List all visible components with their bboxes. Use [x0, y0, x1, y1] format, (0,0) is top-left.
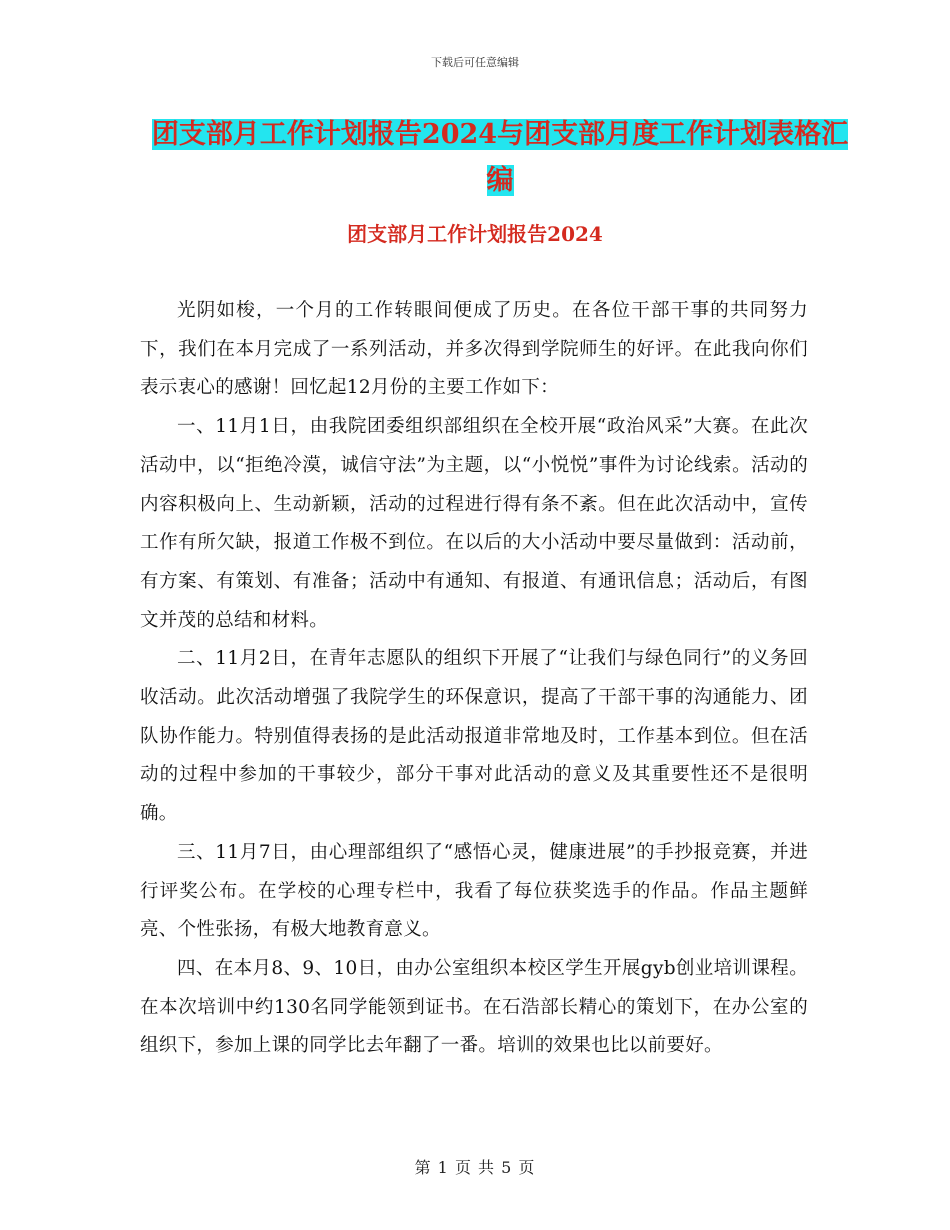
paragraph-intro: 光阴如梭，一个月的工作转眼间便成了历史。在各位干部干事的共同努力下，我们在本月完成了一系列活动，并多次得到学院师生的好评。在此我向你们表示衷心的感谢！回忆起12月份的主要工作如下：	[140, 300, 808, 399]
paragraph-item-2: 二、11月2日，在青年志愿队的组织下开展了“让我们与绿色同行”的义务回收活动。此次活动增强了我院学生的环保意识，提高了干部干事的沟通能力、团队协作能力。特别值得表扬的是此活动报道非常地及时，工作基本到位。但在活动的过程中参加的干事较少，部分干事对此活动的意义及其重要性还不是很明确。	[140, 648, 808, 825]
document-body	[140, 292, 808, 1066]
paragraph-item-1: 一、11月1日，由我院团委组织部组织在全校开展“政治风采”大赛。在此次活动中，以“拒绝冷漠，诚信守法”为主题，以“小悦悦”事件为讨论线索。活动的内容积极向上、生动新颖，活动的过程进行得有条不紊。但在此次活动中，宣传工作有所欠缺，报道工作极不到位。在以后的大小活动中要尽量做到：活动前，有方案、有策划、有准备；活动中有通知、有报道、有通讯信息；活动后，有图文并茂的总结和材料。	[140, 416, 808, 631]
header-note: 下载后可任意编辑	[431, 56, 519, 69]
document-title	[140, 112, 860, 204]
document-title-text: 团支部月工作计划报告2024与团支部月度工作计划表格汇编	[151, 119, 849, 196]
paragraph-item-4: 四、在本月8、9、10日，由办公室组织本校区学生开展gyb创业培训课程。在本次培训中约130名同学能领到证书。在石浩部长精心的策划下，在办公室的组织下，参加上课的同学比去年翻了一番。培训的效果也比以前要好。	[140, 957, 808, 1057]
paragraph-item-3: 三、11月7日，由心理部组织了“感悟心灵，健康进展”的手抄报竞赛，并进行评奖公布。在学校的心理专栏中，我看了每位获奖选手的作品。作品主题鲜亮、个性张扬，有极大地教育意义。	[140, 841, 808, 941]
page-number: 第 1 页 共 5 页	[414, 1158, 536, 1177]
section-title: 团支部月工作计划报告2024	[347, 222, 603, 246]
